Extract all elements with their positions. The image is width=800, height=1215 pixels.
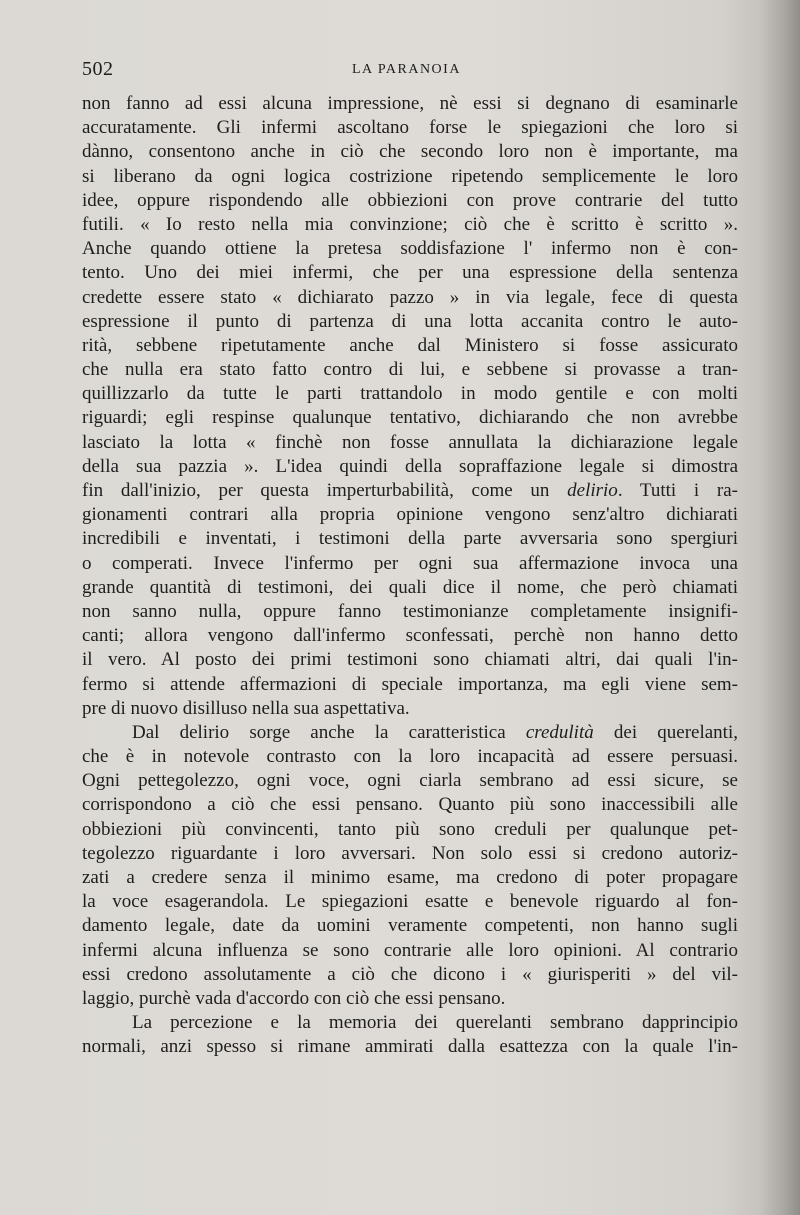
text-line: della sua pazzia ». L'idea quindi della sopraffazione legale si dimostra [82,455,738,477]
text-line: damento legale, date da uomini veramente competenti, non hanno sugli [82,915,738,937]
text-line: idee, oppure rispondendo alle obbiezioni con prove contrarie del tutto [82,189,738,211]
text-line [82,479,738,503]
text-line: non fanno ad essi alcuna impressione, nè essi si degnano di esaminarle [82,93,738,114]
text-line: o comperati. Invece l'infermo per ogni sua affermazione invoca una [82,552,738,574]
page-gutter-shadow [760,0,800,1215]
text-line: dànno, consentono anche in ciò che secondo loro non è importante, ma [82,141,738,163]
text-line: gionamenti contrari alla propria opinione vengono senz'altro dichiarati [82,504,738,526]
text-line: fermo si attende affermazioni di speciale importanza, ma egli viene sem- [82,673,738,695]
text-line: canti; allora vengono dall'infermo sconfessati, perchè non hanno detto [82,625,738,647]
text-line: la voce esagerandola. Le spiegazioni esatte e benevole riguardo al fon- [82,891,738,913]
running-head [82,58,738,84]
text-line: non sanno nulla, oppure fanno testimonianze completamente insignifi- [82,600,738,622]
text-line: zati a credere senza il minimo esame, ma credono di poter propagare [82,867,738,888]
text-line: Ogni pettegolezzo, ogni voce, ogni ciarla sembrano ad essi sicure, se [82,770,738,792]
text-line: pre di nuovo disilluso nella sua aspettativa. [82,697,410,719]
text-segment: . Tutti i ra- [617,480,738,501]
text-line: si liberano da ogni logica costrizione ripetendo semplicemente le loro [82,165,738,187]
page-number: 502 [82,58,114,80]
text-line: credette essere stato « dichiarato pazzo » in via legale, fece di questa [82,286,738,308]
text-line: futili. « Io resto nella mia convinzione; ciò che è scritto è scritto ». [82,213,738,235]
text-line: infermi alcuna influenza se sono contrarie alle loro opinioni. Al contrario [82,939,738,961]
text-line: corrispondono a ciò che essi pensano. Quanto più sono inaccessibili alle [82,794,738,816]
italic-term: delirio [567,480,618,501]
text-line: il vero. Al posto dei primi testimoni sono chiamati altri, dai quali l'in- [82,649,738,671]
text-segment: Dal delirio sorge anche la caratteristica [132,721,526,743]
text-line: incredibili e inventati, i testimoni della parte avversaria sono spergiuri [82,528,738,550]
text-line: La percezione e la memoria dei querelanti sembrano dapprincipio [132,1012,738,1034]
text-line [82,721,738,745]
text-line: rità, sebbene ripetutamente anche dal Ministero si fosse assicurato [82,334,738,356]
text-segment: dei querelanti, [593,721,738,743]
text-line: espressione il punto di partenza di una lotta accanita contro le auto- [82,310,738,332]
text-line: quillizzarlo da tutte le parti trattandolo in modo gentile e con molti [82,383,738,405]
text-line: Anche quando ottiene la pretesa soddisfazione l' infermo non è con- [82,238,738,260]
text-line: normali, anzi spesso si rimane ammirati dalla esattezza con la quale l'in- [82,1036,738,1058]
text-line: tento. Uno dei miei infermi, che per una espressione della sentenza [82,262,738,284]
text-line: lasciato la lotta « finchè non fosse annullata la dichiarazione legale [82,431,738,453]
italic-term: credulità [525,721,594,743]
text-segment: fin dall'inizio, per questa imperturbabilità, come un [82,480,568,501]
running-title: LA PARANOIA [352,62,461,77]
text-line: grande quantità di testimoni, dei quali dice il nome, che però chiamati [82,576,738,598]
text-line: obbiezioni più convincenti, tanto più sono creduli per qualunque pet- [82,818,738,840]
text-line: riguardi; egli respinse qualunque tentativo, dichiarando che non avrebbe [82,407,738,429]
text-line: tegolezzo riguardante i loro avversari. Non solo essi si credono autoriz- [82,842,738,864]
text-line: che è in notevole contrasto con la loro incapacità ad essere persuasi. [82,746,738,768]
text-line: accuratamente. Gli infermi ascoltano forse le spiegazioni che loro si [82,117,738,139]
text-line: laggio, purchè vada d'accordo con ciò che essi pensano. [82,987,506,1009]
text-line: che nulla era stato fatto contro di lui, e sebbene si provasse a tran- [82,359,738,381]
text-line: essi credono assolutamente a ciò che dicono i « giurisperiti » del vil- [82,963,738,985]
body-text [82,92,738,1060]
